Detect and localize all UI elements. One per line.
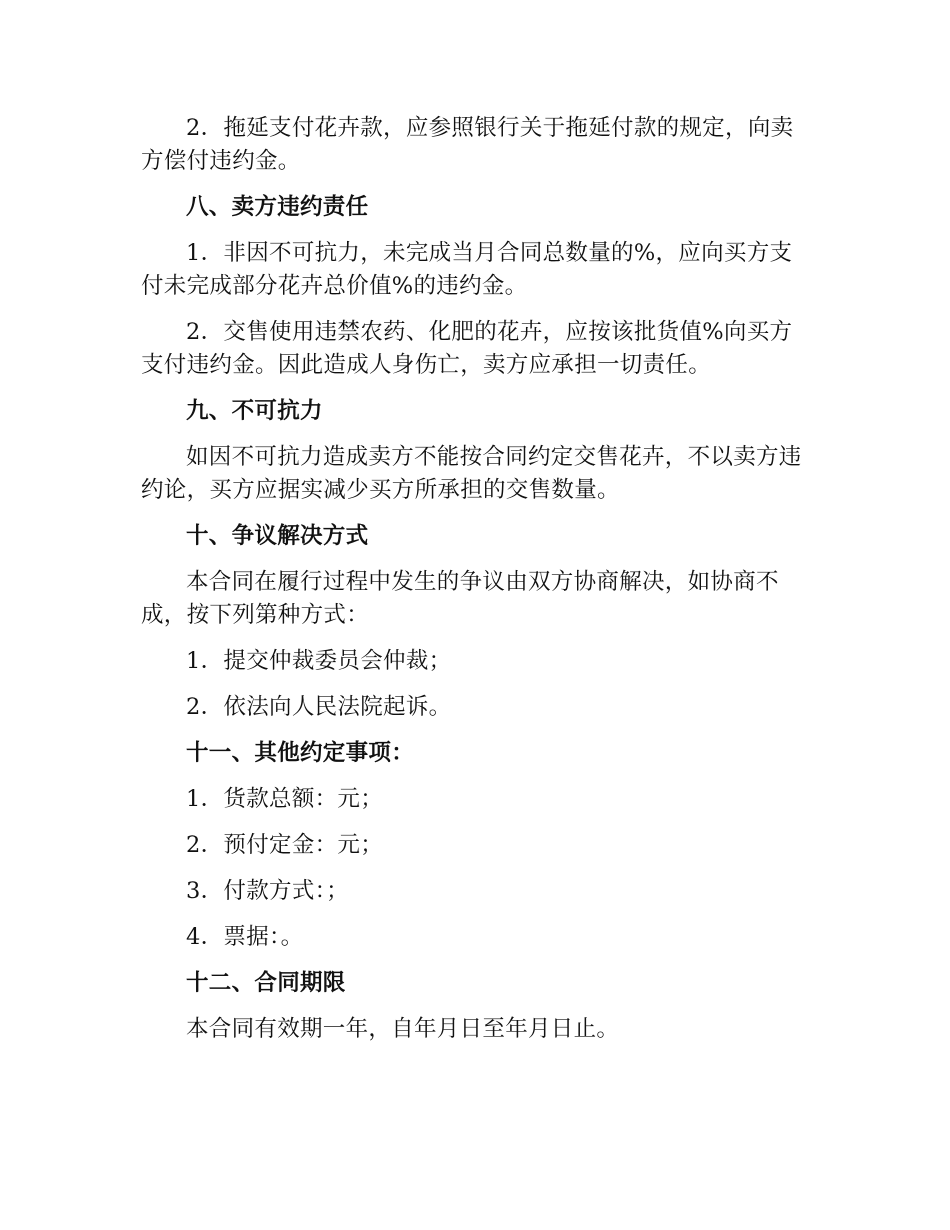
document-body — [141, 112, 806, 1046]
heading-other-terms: 十一、其他约定事项： — [186, 740, 415, 766]
list-item-payment-method: 3．付款方式：； — [186, 878, 349, 904]
list-item-invoice: 4．票据：。 — [186, 924, 304, 950]
list-item-court: 2．依法向人民法院起诉。 — [186, 694, 452, 720]
paragraph-force-majeure: 如因不可抗力造成卖方不能按合同约定交售花卉，不以卖方违约论，买方应据实减少买方所承担的交售数量。 — [141, 444, 802, 503]
paragraph-banned-pesticides: 2．交售使用违禁农药、化肥的花卉，应按该批货值%向买方支付违约金。因此造成人身伤亡，卖方应承担一切责任。 — [141, 319, 793, 378]
heading-contract-term: 十二、合同期限 — [186, 970, 346, 996]
paragraph-dispute: 本合同在履行过程中发生的争议由双方协商解决，如协商不成，按下列第种方式： — [141, 569, 779, 628]
paragraph-contract-term: 本合同有效期一年，自年月日至年月日止。 — [186, 1016, 620, 1042]
list-item-deposit: 2．预付定金：元； — [186, 832, 384, 858]
list-item-total-amount: 1．货款总额：元； — [186, 786, 384, 812]
heading-force-majeure: 九、不可抗力 — [186, 398, 323, 424]
list-item-arbitration: 1．提交仲裁委员会仲裁； — [186, 648, 452, 674]
paragraph-delay-payment: 2．拖延支付花卉款，应参照银行关于拖延付款的规定，向卖方偿付违约金。 — [141, 115, 794, 174]
paragraph-unfinished-quantity: 1．非因不可抗力，未完成当月合同总数量的%，应向买方支付未完成部分花卉总价值%的违约金。 — [141, 240, 793, 299]
heading-seller-liability: 八、卖方违约责任 — [186, 194, 369, 220]
heading-dispute-resolution: 十、争议解决方式 — [186, 523, 369, 549]
